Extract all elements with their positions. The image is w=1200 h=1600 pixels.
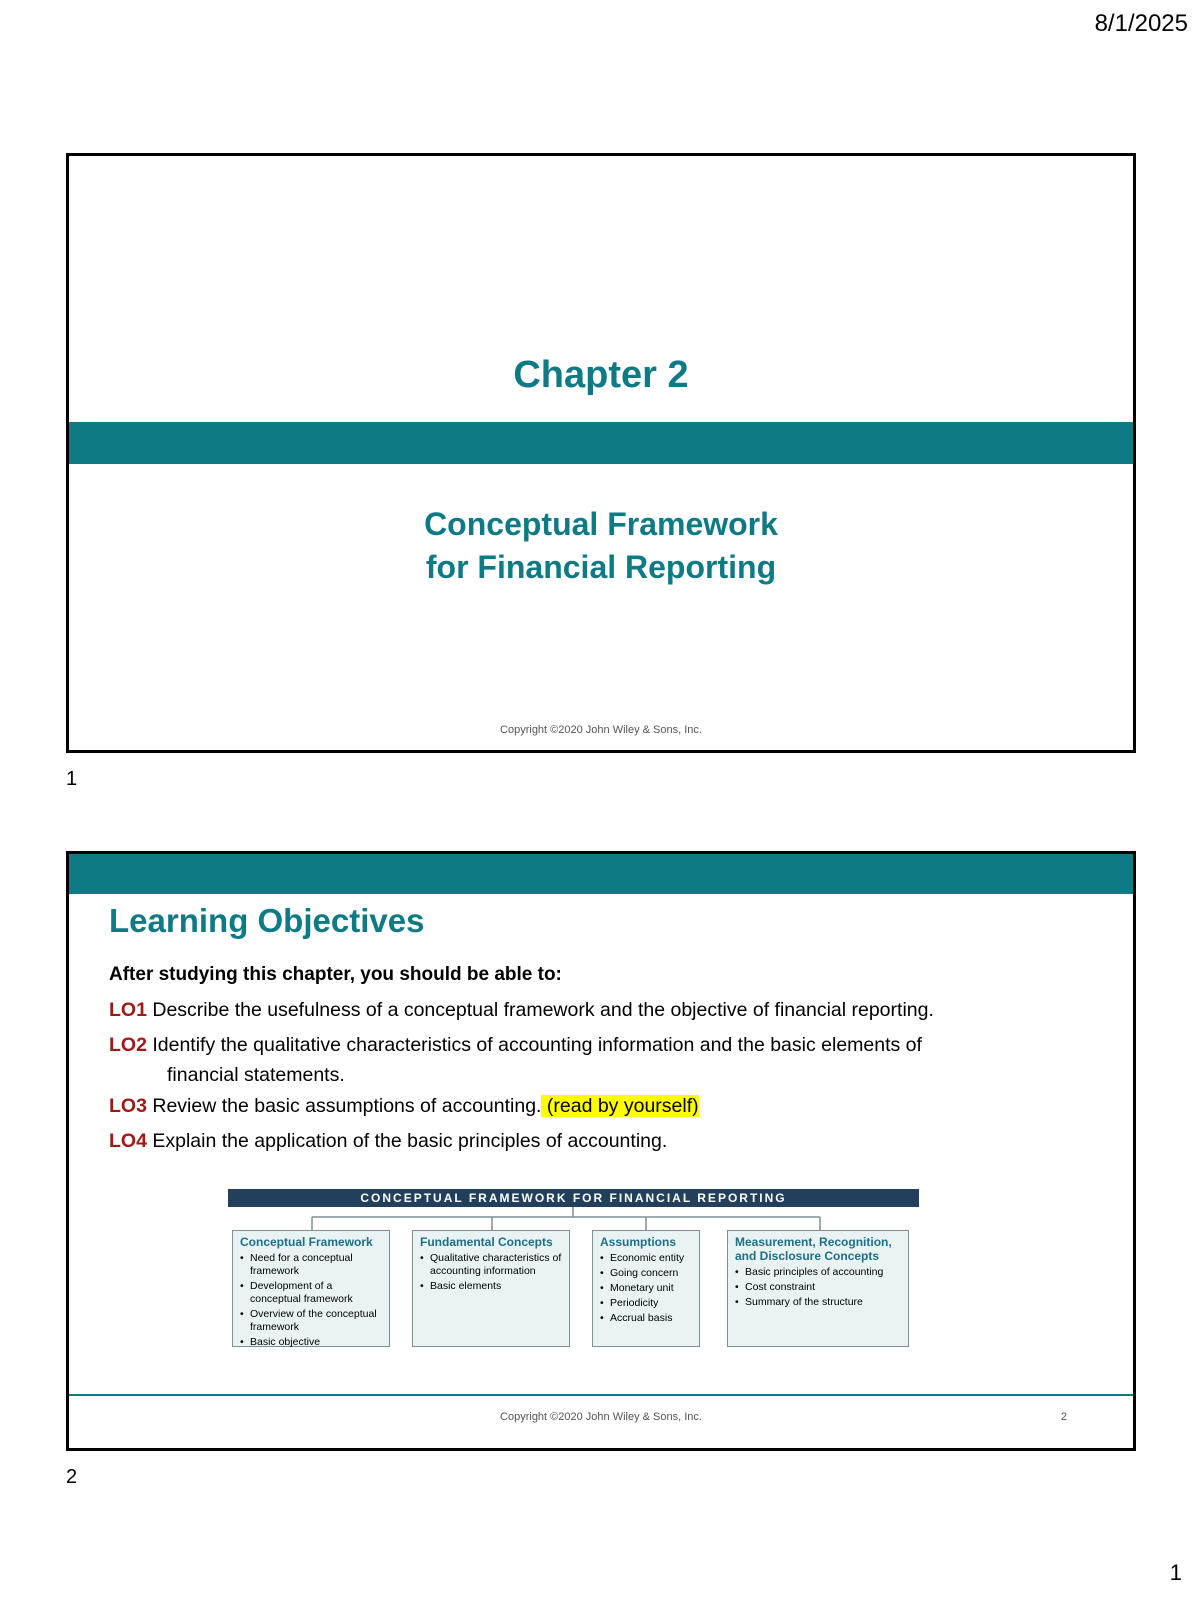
box-title: Measurement, Recognition, and Disclosure Concepts bbox=[735, 1235, 892, 1263]
objective-lo2 bbox=[109, 1030, 1109, 1090]
objective-lo3 bbox=[109, 1091, 1109, 1121]
box-item: • Economic entity bbox=[600, 1252, 692, 1265]
box-item: • Qualitative characteristics of accounting information bbox=[420, 1252, 562, 1278]
objective-text: Identify the qualitative characteristics of accounting information and the basic elements of bbox=[146, 1034, 922, 1056]
box-fundamental-concepts bbox=[412, 1230, 570, 1347]
objective-text-continued: financial statements. bbox=[167, 1064, 345, 1086]
chapter-subtitle bbox=[69, 503, 1133, 589]
objective-lo4 bbox=[109, 1126, 1109, 1156]
footer-divider bbox=[69, 1394, 1133, 1396]
box-measurement-concepts bbox=[727, 1230, 909, 1347]
objective-text: Describe the usefulness of a conceptual framework and the objective of financial reporting. bbox=[146, 999, 934, 1021]
objective-lo1 bbox=[109, 995, 1109, 1025]
highlighted-note: (read by yourself) bbox=[541, 1095, 699, 1117]
chapter-title: Chapter 2 bbox=[513, 354, 689, 396]
learning-objectives-heading: Learning Objectives bbox=[109, 902, 425, 939]
box-item: • Periodicity bbox=[600, 1297, 692, 1310]
box-item: • Basic principles of accounting bbox=[735, 1266, 901, 1279]
box-item: • Cost constraint bbox=[735, 1281, 901, 1294]
slide-1-label: 1 bbox=[66, 768, 78, 790]
box-title: Conceptual Framework bbox=[240, 1235, 373, 1249]
subtitle-line-1: Conceptual Framework bbox=[424, 506, 778, 542]
framework-figure-title: CONCEPTUAL FRAMEWORK FOR FINANCIAL REPORTING bbox=[228, 1189, 919, 1207]
box-title: Assumptions bbox=[600, 1235, 677, 1249]
objective-text: Review the basic assumptions of accounting. bbox=[146, 1095, 542, 1117]
box-item: • Summary of the structure bbox=[735, 1296, 901, 1309]
box-item: • Basic elements bbox=[420, 1280, 562, 1293]
box-conceptual-framework bbox=[232, 1230, 390, 1347]
objective-text: Explain the application of the basic principles of accounting. bbox=[146, 1130, 668, 1152]
objective-code: LO3 bbox=[109, 1095, 147, 1117]
page-number: 1 bbox=[1169, 1560, 1182, 1585]
box-item: • Need for a conceptual framework bbox=[240, 1252, 382, 1278]
slide-2-label: 2 bbox=[66, 1466, 78, 1488]
slide-1 bbox=[66, 153, 1136, 753]
objective-code: LO4 bbox=[109, 1130, 147, 1152]
box-assumptions bbox=[592, 1230, 700, 1347]
box-item: • Overview of the conceptual framework bbox=[240, 1308, 382, 1334]
objective-code: LO2 bbox=[109, 1034, 147, 1056]
print-date: 8/1/2025 bbox=[1094, 10, 1188, 37]
box-item: • Basic objective bbox=[240, 1336, 382, 1349]
slide-2 bbox=[66, 851, 1136, 1451]
slide-2-copyright: Copyright ©2020 John Wiley & Sons, Inc. bbox=[500, 1411, 702, 1423]
box-item: • Development of a conceptual framework bbox=[240, 1280, 382, 1306]
subtitle-line-2: for Financial Reporting bbox=[425, 549, 777, 585]
title-band bbox=[69, 422, 1133, 464]
box-item: • Going concern bbox=[600, 1267, 692, 1280]
header-band bbox=[69, 854, 1133, 894]
slide-2-number: 2 bbox=[1060, 1411, 1067, 1423]
objectives-intro: After studying this chapter, you should be able to: bbox=[109, 964, 562, 985]
objective-code: LO1 bbox=[109, 999, 147, 1021]
slide-1-copyright: Copyright ©2020 John Wiley & Sons, Inc. bbox=[500, 724, 702, 736]
box-item: • Monetary unit bbox=[600, 1282, 692, 1295]
box-item: • Accrual basis bbox=[600, 1312, 692, 1325]
box-title: Fundamental Concepts bbox=[420, 1235, 553, 1249]
